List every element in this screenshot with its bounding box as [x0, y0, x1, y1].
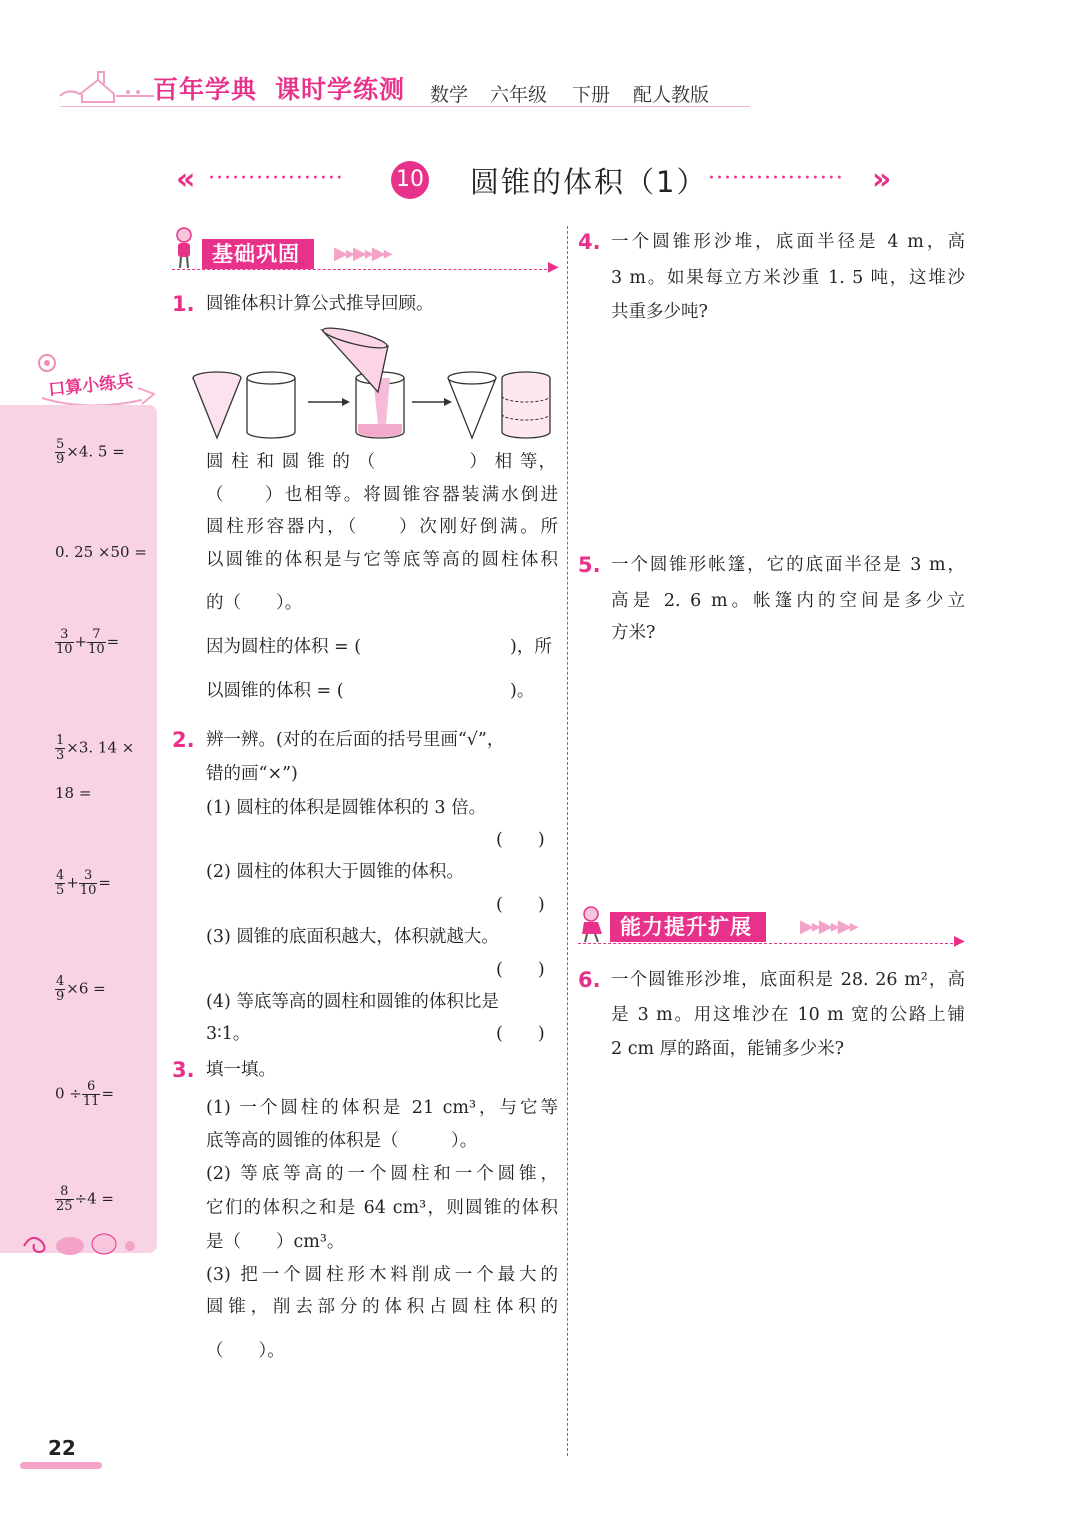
q2-title: 辨一辨。(对的在后面的括号里画“√”， — [206, 730, 505, 750]
q2-item-3: (3) 圆锥的底面积越大，体积就越大。 — [206, 927, 499, 947]
q3-number: 3. — [172, 1058, 195, 1082]
calc-item-5: $\frac{4}{5}$ + $\frac{3}{10}$ = — [56, 868, 111, 898]
calc-item-3: $\frac{3}{10}$ + $\frac{7}{10}$ = — [56, 627, 120, 657]
brand-sub: 课时学练测 — [275, 75, 406, 104]
lesson-number-badge: 10 — [391, 161, 429, 199]
mental-math-sidebar — [0, 405, 157, 1253]
header-volume: 下册 — [572, 84, 611, 106]
header-edition: 配人教版 — [633, 84, 710, 106]
brand-main: 百年学典 — [153, 75, 258, 104]
q2-item-4-line2: 3∶1。 — [206, 1024, 251, 1044]
q1-line6-end: )，所 — [510, 637, 552, 657]
header-grade: 六年级 — [490, 84, 548, 106]
q2-answer-2[interactable]: ( ) — [496, 895, 545, 915]
title-right-dots: ················· — [708, 166, 844, 191]
girl-mascot-icon — [172, 226, 196, 270]
q4-line2: 3 m。如果每立方米沙重 1. 5 吨，这堆沙 — [611, 268, 965, 288]
advanced-divider-arrow-icon: ▶ — [954, 933, 965, 949]
q2-answer-3[interactable]: ( ) — [496, 960, 545, 980]
calc-item-1: $\frac{5}{9}$ ×4. 5 = — [56, 437, 125, 467]
q2-item-4: (4) 等底等高的圆柱和圆锥的体积比是 — [206, 992, 499, 1012]
cone-1-body — [193, 378, 241, 438]
q1-line3: 圆柱形容器内，（ ）次刚好倒满。所 — [206, 517, 558, 537]
header-subject: 数学 — [430, 84, 469, 106]
cone-cylinder-diagram — [190, 326, 560, 444]
q3-line6: (3) 把一个圆柱形木料削成一个最大的 — [206, 1265, 558, 1285]
advanced-section-banner: 能力提升扩展 — [610, 912, 766, 942]
q5-line1: 一个圆锥形帐篷，它的底面半径是 3 m， — [611, 555, 965, 575]
q6-line1: 一个圆锥形沙堆，底面积是 28. 26 m²，高 — [611, 970, 965, 990]
q5-line2: 高是 2. 6 m。帐篷内的空间是多少立 — [611, 591, 965, 611]
q1-line1: 圆 柱 和 圆 锥 的 （ ） 相 等， — [206, 452, 556, 472]
basic-section-banner: 基础巩固 — [202, 239, 314, 269]
page-number: 22 — [48, 1436, 76, 1460]
q3-line1: (1) 一个圆柱的体积是 21 cm³，与它等 — [206, 1098, 558, 1118]
q1-line4: 以圆锥的体积是与它等底等高的圆柱体积 — [206, 550, 558, 570]
q1-line7-start: 以圆锥的体积 = ( — [206, 681, 344, 701]
advanced-banner-arrows: ▶▸▶▸▶▸ — [800, 916, 857, 937]
q1-line6-start: 因为圆柱的体积 = ( — [206, 637, 362, 657]
basic-banner-arrows: ▶▸▶▸▶▸ — [334, 243, 391, 264]
calc-item-4-line2: 18 = — [55, 784, 92, 802]
q3-title: 填一填。 — [206, 1060, 276, 1080]
q3-line4: 它们的体积之和是 64 cm³，则圆锥的体积 — [206, 1198, 558, 1218]
q6-line3: 2 cm 厚的路面，能铺多少米? — [611, 1039, 845, 1059]
title-left-dots: ················· — [208, 166, 344, 191]
q4-line1: 一个圆锥形沙堆，底面半径是 4 m，高 — [611, 232, 965, 252]
q2-answer-4[interactable]: ( ) — [496, 1024, 545, 1044]
calc-item-7: 0 ÷ $\frac{6}{11}$ = — [55, 1079, 115, 1109]
header-house-icon — [58, 62, 158, 106]
q1-line7-end: )。 — [510, 681, 535, 701]
q1-line5: 的（ ）。 — [206, 593, 303, 613]
basic-divider-arrow-icon: ▶ — [548, 259, 559, 275]
sidebar-decoration-icon — [18, 1224, 148, 1264]
calc-item-2: 0. 25 ×50 = — [55, 543, 147, 561]
q3-line5: 是（ ）cm³。 — [206, 1232, 345, 1252]
column-divider — [567, 226, 568, 1456]
q6-number: 6. — [578, 968, 601, 992]
q2-title-line2: 错的画“×”) — [206, 764, 298, 784]
q1-number: 1. — [172, 292, 195, 316]
advanced-section-divider — [578, 943, 958, 944]
q2-number: 2. — [172, 728, 195, 752]
q3-line8: （ ）。 — [206, 1341, 285, 1361]
lesson-title: 圆锥的体积（1） — [470, 165, 708, 199]
calc-item-6: $\frac{4}{9}$ ×6 = — [56, 974, 106, 1004]
q3-line3: (2) 等底等高的一个圆柱和一个圆锥， — [206, 1164, 558, 1184]
q2-item-2: (2) 圆柱的体积大于圆锥的体积。 — [206, 862, 464, 882]
q2-item-1: (1) 圆柱的体积是圆锥体积的 3 倍。 — [206, 798, 487, 818]
q4-line3: 共重多少吨? — [611, 302, 708, 322]
calc-item-8: $\frac{8}{25}$ ÷4 = — [56, 1184, 114, 1214]
header-underline — [60, 106, 750, 107]
q5-number: 5. — [578, 553, 601, 577]
q2-answer-1[interactable]: ( ) — [496, 830, 545, 850]
q3-line7: 圆锥，削去部分的体积占圆柱体积的 — [206, 1297, 558, 1317]
title-right-chevron-icon: » — [872, 162, 892, 197]
q5-line3: 方米? — [611, 623, 656, 643]
q1-line2: （ ）也相等。将圆锥容器装满水倒进 — [206, 485, 558, 505]
girl-mascot-2-icon — [578, 904, 608, 944]
calc-item-4: $\frac{1}{3}$ ×3. 14 × — [56, 733, 135, 763]
q1-title: 圆锥体积计算公式推导回顾。 — [206, 294, 434, 314]
q6-line2: 是 3 m。用这堆沙在 10 m 宽的公路上铺 — [611, 1005, 965, 1025]
sidebar-title: 口算小练兵 — [47, 371, 135, 401]
basic-section-divider — [172, 269, 552, 270]
page-number-bar — [20, 1462, 102, 1469]
title-left-chevron-icon: « — [176, 162, 196, 197]
q3-line2: 底等高的圆锥的体积是（ ）。 — [206, 1131, 478, 1151]
q4-number: 4. — [578, 230, 601, 254]
cylinder-1-body — [247, 378, 295, 438]
